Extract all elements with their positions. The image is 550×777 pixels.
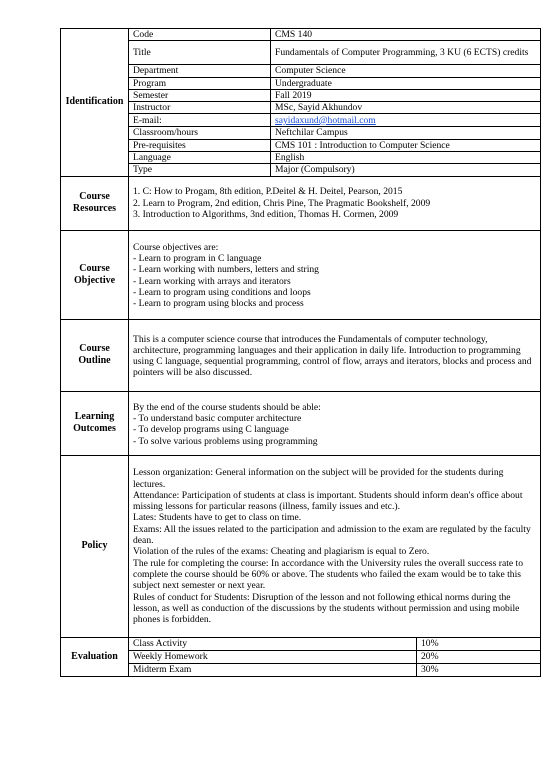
outline-heading: Course Outline <box>61 319 129 391</box>
objective-line: Course objectives are: <box>133 241 219 253</box>
objective-line: - Learn working with numbers, letters and string <box>133 264 319 276</box>
prerequisites-value: CMS 101 : Introduction to Computer Science <box>271 139 541 151</box>
prerequisites-label: Pre-requisites <box>129 139 271 151</box>
language-label: Language <box>129 152 271 164</box>
evaluation-weight: 20% <box>417 650 541 663</box>
semester-label: Semester <box>129 89 271 101</box>
instructor-label: Instructor <box>129 102 271 114</box>
department-value: Computer Science <box>271 65 541 77</box>
resources-content <box>129 176 541 230</box>
resources-line: 1. C: How to Progam, 8th edition, P.Deitel & H. Deitel, Pearson, 2015 <box>133 186 403 198</box>
program-label: Program <box>129 77 271 89</box>
policy-paragraph: Lates: Students have to get to class on time. <box>133 512 302 524</box>
evaluation-item: Midterm Exam <box>129 663 417 676</box>
syllabus-page <box>60 28 540 677</box>
outline-content <box>129 319 541 391</box>
outcomes-content <box>129 391 541 455</box>
syllabus-table <box>60 28 541 677</box>
semester-value: Fall 2019 <box>271 89 541 101</box>
outcomes-line: - To develop programs using C language <box>133 424 289 436</box>
policy-paragraph: The rule for completing the course: In accordance with the University rules the overall success rate to complete the course should be 60% or above. The students who failed the exam would be to take this subject next semester or next year. <box>133 557 523 592</box>
title-label: Title <box>129 41 271 65</box>
objective-line: - Learn working with arrays and iterators <box>133 275 291 287</box>
evaluation-weight: 30% <box>417 663 541 676</box>
outcomes-heading: Learning Outcomes <box>61 391 129 455</box>
program-value: Undergraduate <box>271 77 541 89</box>
department-label: Department <box>129 65 271 77</box>
policy-heading: Policy <box>61 455 129 637</box>
email-label: E-mail: <box>129 114 271 127</box>
objective-line: - Learn to program in C language <box>133 253 262 265</box>
outcomes-line: By the end of the course students should be able: <box>133 401 321 413</box>
outcomes-line: - To understand basic computer architecture <box>133 412 302 424</box>
outcomes-line: - To solve various problems using programming <box>133 435 318 447</box>
type-value: Major (Compulsory) <box>271 164 541 176</box>
type-label: Type <box>129 164 271 176</box>
instructor-value: MSc, Sayid Akhundov <box>271 102 541 114</box>
objective-content <box>129 230 541 319</box>
resources-heading: Course Resources <box>61 176 129 230</box>
objective-line: - Learn to program using conditions and loops <box>133 286 311 298</box>
evaluation-item: Weekly Homework <box>129 650 417 663</box>
policy-content <box>129 455 541 637</box>
policy-paragraph: Rules of conduct for Students: Disruption of the lesson and not following ethical norms during the lesson, as well as conduction of the discussions by the students without permission and using mobile phones is forbidden. <box>133 591 520 626</box>
outline-text: This is a computer science course that introduces the Fundamentals of computer technology, architecture, programming languages and their application in daily life. Introduction to programming using C language, sequential programming, control of flow, arrays and iterators, blocks and process and pointers will be also discussed. <box>133 333 532 379</box>
policy-paragraph: Lesson organization: General information on the subject will be provided for the students during lectures. <box>133 467 504 490</box>
identification-heading: Identification <box>61 29 129 177</box>
policy-paragraph: Attendance: Participation of students at class is important. Students should inform dean's office about missing lessons for particular reasons (illness, family issues and etc.). <box>133 489 523 513</box>
classroom-label: Classroom/hours <box>129 127 271 139</box>
evaluation-heading: Evaluation <box>61 637 129 676</box>
evaluation-item: Class Activity <box>129 637 417 650</box>
policy-paragraph: Violation of the rules of the exams: Cheating and plagiarism is equal to Zero. <box>133 546 430 558</box>
language-value: English <box>271 152 541 164</box>
objective-heading: Course Objective <box>61 230 129 319</box>
evaluation-weight: 10% <box>417 637 541 650</box>
code-label: Code <box>129 29 271 41</box>
title-value: Fundamentals of Computer Programming, 3 KU (6 ECTS) credits <box>271 41 541 65</box>
policy-paragraph: Exams: All the issues related to the participation and admission to the exam are regulated by the faculty dean. <box>133 523 531 547</box>
email-link[interactable]: sayidaxund@hotmail.com <box>275 114 376 126</box>
resources-line: 2. Learn to Program, 2nd edition, Chris Pine, The Pragmatic Bookshelf, 2009 <box>133 197 431 209</box>
classroom-value: Neftchilar Campus <box>271 127 541 139</box>
resources-line: 3. Introduction to Algorithms, 3nd edition, Thomas H. Cormen, 2009 <box>133 208 399 220</box>
objective-line: - Learn to program using blocks and process <box>133 298 304 310</box>
code-value: CMS 140 <box>271 29 541 41</box>
